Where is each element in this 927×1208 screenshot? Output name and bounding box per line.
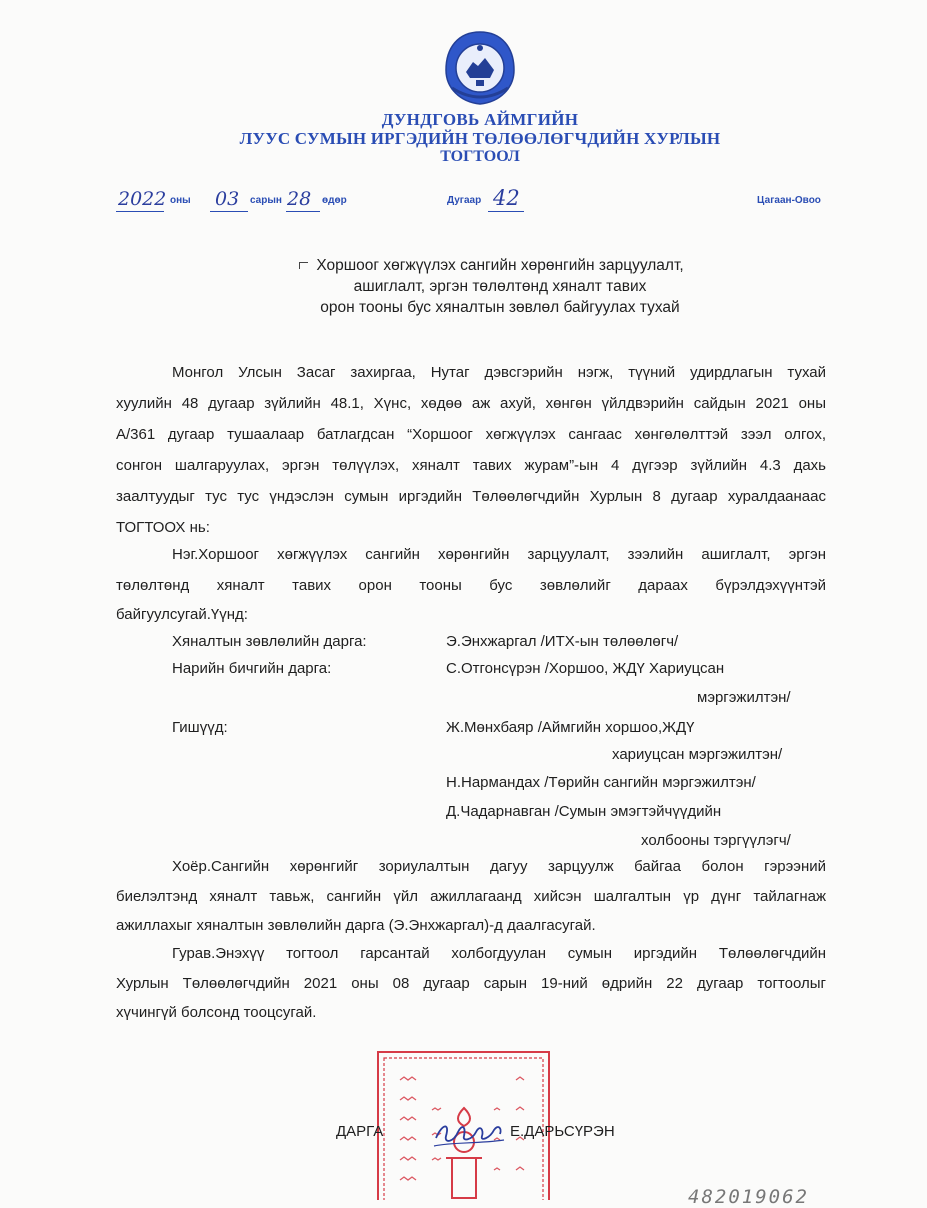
secretary-value-cont: мэргэжилтэн/ — [697, 689, 791, 706]
signature-title: ДАРГА — [336, 1123, 384, 1140]
secretary-label: Нарийн бичгийн дарга: — [172, 660, 332, 677]
place-name: Цагаан-Овоо — [757, 195, 821, 206]
member-value-cont: хариуцсан мэргэжилтэн/ — [612, 746, 783, 763]
title-line: Хоршоог хөгжүүлэх сангийн хөрөнгийн зарцуулалт, — [316, 257, 684, 274]
member-value-cont: холбооны тэргүүлэгч/ — [641, 832, 791, 849]
paragraph-line: байгуулсугай.Үүнд: — [116, 606, 248, 623]
paragraph-line: ТОГТООХ нь: — [116, 519, 210, 536]
month-handwritten: 03 — [215, 188, 240, 210]
paragraph-line: А/361 дугаар тушаалаар батлагдсан “Хоршоог хөгжүүлэх сангаас хөнгөлөлттэй зээл олгох, — [116, 426, 826, 443]
aimag-name: ДУНДГОВЬ АЙМГИЙН — [381, 110, 579, 129]
day-handwritten: 28 — [287, 188, 312, 210]
number-label: Дугаар — [447, 195, 482, 206]
member-value: Ж.Мөнхбаяр /Аймгийн хоршоо,ЖДҮ — [446, 719, 695, 736]
handwritten-signature-icon — [432, 1112, 507, 1152]
year-label: оны — [170, 195, 191, 206]
state-emblem-icon — [440, 28, 520, 108]
council-name: ЛУУС СУМЫН ИРГЭДИЙН ТӨЛӨӨЛӨГЧДИЙН ХУРЛЫН — [239, 129, 721, 148]
chair-label: Хяналтын зөвлөлийн дарга: — [172, 633, 367, 650]
member-value: Д.Чадарнавган /Сумын эмэгтэйчүүдийн — [446, 803, 722, 820]
member-value: Н.Нармандах /Төрийн сангийн мэргэжилтэн/ — [446, 774, 756, 791]
paragraph-line: хүчингүй болсонд тооцсугай. — [116, 1004, 317, 1021]
paragraph-line: заалтуудыг тус тус үндэслэн сумын иргэдийн Төлөөлөгчдийн Хурлын 8 дугаар хуралдаанаас — [116, 488, 826, 505]
paragraph-line: Нэг.Хоршоог хөгжүүлэх сангийн хөрөнгийн зарцуулалт, зээлийн ашиглалт, эргэн — [172, 546, 826, 563]
paragraph-line: Гурав.Энэхүү тогтоол гарсантай холбогдуулан сумын иргэдийн Төлөөлөгчдийн — [172, 945, 826, 962]
members-label: Гишүүд: — [172, 719, 228, 736]
paragraph-line: хуулийн 48 дугаар зүйлийн 48.1, Хүнс, хөдөө аж ахуй, хөнгөн үйлдвэрийн сайдын 2021 оны — [116, 395, 826, 412]
paragraph-line: Хоёр.Сангийн хөрөнгийг зориулалтын дагуу зарцуулж байгаа болон гэрээний — [172, 858, 826, 875]
resolution-title — [290, 255, 710, 318]
paragraph-line: Хурлын Төлөөлөгчдийн 2021 оны 08 дугаар сарын 19-ний өдрийн 22 дугаар тогтоолыг — [116, 975, 826, 992]
secretary-value: С.Отгонсүрэн /Хоршоо, ЖДҮ Хариуцсан — [446, 660, 725, 677]
title-line: ашиглалт, эргэн төлөлтөнд хяналт тавих — [353, 278, 647, 295]
day-label: өдөр — [322, 195, 347, 206]
paragraph-line: ажиллахыг хяналтын зөвлөлийн дарга (Э.Энхжаргал)-д даалгасугай. — [116, 917, 596, 934]
paragraph-line: биелэлтэнд хяналт тавьж, сангийн үйл ажиллагаанд хийсэн шалгалтын үр дүнг тайлагнаж — [116, 888, 826, 905]
title-line: орон тооны бус хяналтын зөвлөл байгуулах тухай — [320, 299, 680, 316]
paragraph-line: сонгон шалгаруулах, эргэн төлүүлэх, хяналт тавих журам”-ын 4 дүгээр зүйлийн 4.3 дахь — [116, 457, 826, 474]
number-handwritten: 42 — [493, 186, 520, 210]
paragraph-line: төлөлтөнд хяналт тавих орон тооны бус зөвлөлийг дараах бүрэлдэхүүнтэй — [116, 577, 826, 594]
month-label: сарын — [250, 195, 282, 206]
document-serial-number: 482019062 — [688, 1186, 809, 1208]
paragraph-line: Монгол Улсын Засаг захиргаа, Нутаг дэвсгэрийн нэгж, түүний удирдлагын тухай — [172, 364, 826, 381]
chair-value: Э.Энхжаргал /ИТХ-ын төлөөлөгч/ — [446, 633, 679, 650]
signatory-name: Е.ДАРЬСҮРЭН — [510, 1123, 615, 1140]
document-type: ТОГТООЛ — [440, 148, 520, 165]
year-handwritten: 2022 — [118, 188, 167, 210]
